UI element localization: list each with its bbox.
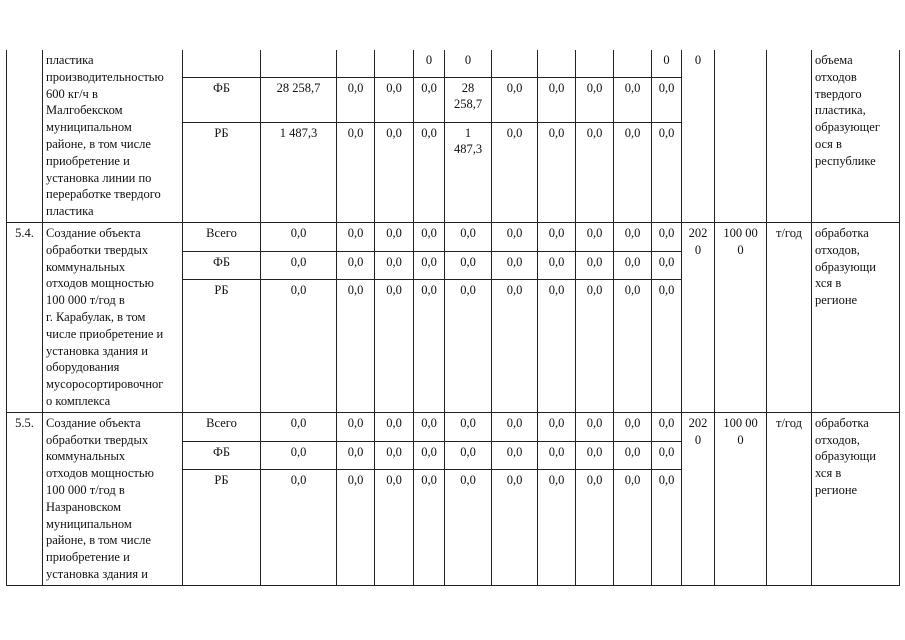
value-cell: 0,0 xyxy=(652,470,682,586)
table-row xyxy=(7,412,900,441)
capacity-cell: 100 00 0 xyxy=(715,222,767,412)
value-cell xyxy=(614,50,652,77)
value-cell: 0 xyxy=(652,50,682,77)
year-cell: 202 0 xyxy=(682,412,715,585)
value-cell: 0,0 xyxy=(614,280,652,413)
value-cell: 0,0 xyxy=(337,122,375,222)
value-cell xyxy=(261,50,337,77)
value-cell: 0,0 xyxy=(492,77,538,122)
measure-name: Создание объекта обработки твердых коммунальных отходов мощностью 100 000 т/год в Назрановском муниципальном районе, в том числе приобретение и установка здания и xyxy=(46,415,154,581)
value-cell: 0,0 xyxy=(614,122,652,222)
value-cell: 0,0 xyxy=(576,222,614,251)
value-cell: 1 487,3 xyxy=(445,122,492,222)
unit-cell: т/год xyxy=(767,412,812,585)
measure-name-cell xyxy=(43,50,183,222)
value-cell: 0,0 xyxy=(576,252,614,280)
value-cell: 0,0 xyxy=(261,280,337,413)
value-cell: 0,0 xyxy=(261,412,337,441)
value-cell: 0,0 xyxy=(576,441,614,469)
value-cell: 0,0 xyxy=(614,441,652,469)
value-cell: 0,0 xyxy=(538,222,576,251)
value-cell: 0,0 xyxy=(492,412,538,441)
value-cell: 0,0 xyxy=(576,412,614,441)
program-table xyxy=(6,50,900,586)
value-cell: 0,0 xyxy=(576,280,614,413)
value-cell: 0,0 xyxy=(538,252,576,280)
value-cell: 0,0 xyxy=(492,252,538,280)
value-cell: 0,0 xyxy=(492,122,538,222)
source-label: РБ xyxy=(183,280,261,413)
source-cell xyxy=(183,50,261,77)
value-cell: 0,0 xyxy=(614,252,652,280)
result-text: объема отходов твердого пластика, образующег ося в республике xyxy=(815,53,880,168)
value-cell: 0,0 xyxy=(652,222,682,251)
value-cell: 0,0 xyxy=(614,470,652,586)
value-cell: 0,0 xyxy=(337,222,375,251)
value-cell: 0,0 xyxy=(261,441,337,469)
value-cell: 0,0 xyxy=(538,77,576,122)
value-cell: 0,0 xyxy=(492,280,538,413)
value-cell: 0,0 xyxy=(261,252,337,280)
value-cell: 0,0 xyxy=(445,252,492,280)
value-cell: 1 487,3 xyxy=(261,122,337,222)
value-cell: 0,0 xyxy=(445,280,492,413)
value-cell: 0,0 xyxy=(414,222,445,251)
value-cell: 0,0 xyxy=(614,222,652,251)
value-cell: 0,0 xyxy=(375,470,414,586)
result-text: обработка отходов, образующи хся в регионе xyxy=(815,225,876,308)
value-cell: 0,0 xyxy=(652,122,682,222)
row-number-cell: 5.4. xyxy=(7,222,43,412)
value-cell: 0,0 xyxy=(538,122,576,222)
capacity-cell xyxy=(715,50,767,222)
result-cell xyxy=(812,50,900,222)
value-cell: 0,0 xyxy=(445,470,492,586)
value-cell: 28 258,7 xyxy=(261,77,337,122)
value-cell: 0,0 xyxy=(652,412,682,441)
source-label: РБ xyxy=(183,122,261,222)
source-label: Всего xyxy=(183,222,261,251)
value-cell: 0,0 xyxy=(445,412,492,441)
value-cell: 0 xyxy=(445,50,492,77)
unit-cell: т/год xyxy=(767,222,812,412)
value-cell: 0,0 xyxy=(337,441,375,469)
unit-cell xyxy=(767,50,812,222)
value-cell: 0,0 xyxy=(414,280,445,413)
result-cell xyxy=(812,222,900,412)
measure-name-cell xyxy=(43,412,183,585)
result-cell xyxy=(812,412,900,585)
source-label: ФБ xyxy=(183,252,261,280)
value-cell: 0,0 xyxy=(576,122,614,222)
value-cell: 0,0 xyxy=(614,77,652,122)
value-cell: 0,0 xyxy=(375,222,414,251)
year-cell: 202 0 xyxy=(682,222,715,412)
table-row xyxy=(7,222,900,251)
value-cell: 0,0 xyxy=(414,77,445,122)
capacity-cell: 100 00 0 xyxy=(715,412,767,585)
value-cell: 0,0 xyxy=(614,412,652,441)
value-cell: 0,0 xyxy=(414,412,445,441)
value-cell xyxy=(492,50,538,77)
value-cell: 0,0 xyxy=(337,412,375,441)
value-cell: 0,0 xyxy=(492,470,538,586)
measure-name-cell xyxy=(43,222,183,412)
value-cell xyxy=(337,50,375,77)
row-number-cell: 5.5. xyxy=(7,412,43,585)
value-cell: 0,0 xyxy=(652,441,682,469)
value-cell: 0,0 xyxy=(414,441,445,469)
value-cell: 0,0 xyxy=(414,122,445,222)
value-cell: 0 xyxy=(414,50,445,77)
result-text: обработка отходов, образующи хся в регионе xyxy=(815,415,876,497)
source-label: ФБ xyxy=(183,77,261,122)
value-cell: 0,0 xyxy=(576,470,614,586)
value-cell: 0,0 xyxy=(652,280,682,413)
row-number-cell xyxy=(7,50,43,222)
value-cell: 0,0 xyxy=(538,280,576,413)
value-cell xyxy=(576,50,614,77)
value-cell: 0,0 xyxy=(337,252,375,280)
source-label: Всего xyxy=(183,412,261,441)
value-cell: 0,0 xyxy=(337,77,375,122)
value-cell: 0,0 xyxy=(445,441,492,469)
value-cell: 0,0 xyxy=(538,470,576,586)
value-cell: 0,0 xyxy=(375,252,414,280)
value-cell: 0,0 xyxy=(445,222,492,251)
value-cell: 0,0 xyxy=(375,441,414,469)
value-cell: 0,0 xyxy=(414,252,445,280)
value-cell: 0,0 xyxy=(261,222,337,251)
year-cell xyxy=(682,50,715,222)
value-cell: 0,0 xyxy=(492,441,538,469)
value-cell: 0,0 xyxy=(375,122,414,222)
value-cell: 0,0 xyxy=(337,470,375,586)
value-cell: 0,0 xyxy=(576,77,614,122)
value-cell: 0,0 xyxy=(492,222,538,251)
value-cell xyxy=(375,50,414,77)
value-cell: 28 258,7 xyxy=(445,77,492,122)
source-label: ФБ xyxy=(183,441,261,469)
value-cell xyxy=(538,50,576,77)
value-cell: 0,0 xyxy=(652,252,682,280)
value-cell: 0,0 xyxy=(538,441,576,469)
measure-name: пластика производительностью 600 кг/ч в Малгобекском муниципальном районе, в том числе приобретение и установка линии по переработке твердого пластика xyxy=(46,53,164,219)
value-cell: 0,0 xyxy=(375,412,414,441)
measure-name: Создание объекта обработки твердых коммунальных отходов мощностью 100 000 т/год в г. Карабулак, в том числе приобретение и установка здания и оборудования мусоросортировочног о комплекса xyxy=(46,225,164,408)
value-cell: 0,0 xyxy=(375,280,414,413)
table-row xyxy=(7,50,900,77)
value-cell: 0,0 xyxy=(261,470,337,586)
value-cell: 0,0 xyxy=(652,77,682,122)
value-cell: 0,0 xyxy=(538,412,576,441)
value-cell: 0,0 xyxy=(414,470,445,586)
value-cell: 0,0 xyxy=(375,77,414,122)
source-label: РБ xyxy=(183,470,261,586)
value-cell: 0,0 xyxy=(337,280,375,413)
year-value: 0 xyxy=(694,53,702,67)
